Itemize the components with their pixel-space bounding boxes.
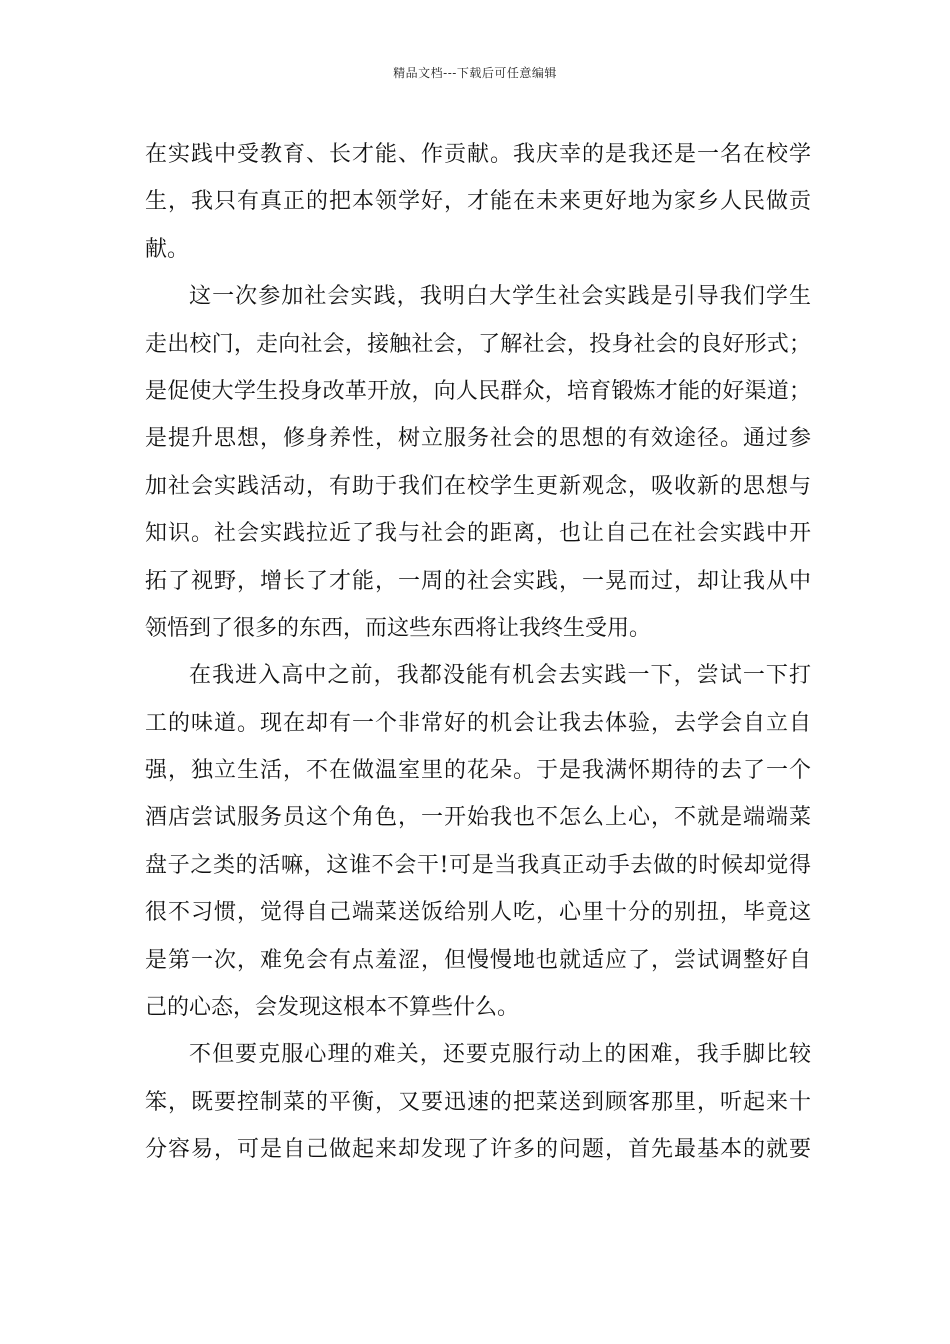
text-line: 分容易，可是自己做起来却发现了许多的问题，首先最基本的就要 (145, 1137, 811, 1163)
text-line: 工的味道。现在却有一个非常好的机会让我去体验，去学会自立自 (145, 710, 811, 736)
header-note: 精品文档---下载后可任意编辑 (393, 66, 557, 80)
text-line: 领悟到了很多的东西，而这些东西将让我终生受用。 (145, 615, 652, 641)
text-line: 酒店尝试服务员这个角色，一开始我也不怎么上心，不就是端端菜 (145, 805, 811, 831)
text-line: 献。 (145, 236, 190, 262)
paragraph-first-line: 在我进入高中之前，我都没能有机会去实践一下，尝试一下打 (189, 663, 811, 689)
body-text (145, 131, 811, 1174)
text-line: 盘子之类的活嘛，这谁不会干!可是当我真正动手去做的时候却觉得 (145, 852, 811, 878)
paragraph-first-line: 这一次参加社会实践，我明白大学生社会实践是引导我们学生 (189, 284, 811, 310)
text-line: 笨，既要控制菜的平衡，又要迅速的把菜送到顾客那里，听起来十 (145, 1089, 811, 1115)
text-line: 拓了视野，增长了才能，一周的社会实践，一晃而过，却让我从中 (145, 568, 811, 594)
text-line: 生，我只有真正的把本领学好，才能在未来更好地为家乡人民做贡 (145, 189, 811, 215)
text-line: 强，独立生活，不在做温室里的花朵。于是我满怀期待的去了一个 (145, 758, 811, 784)
paragraph-first-line: 不但要克服心理的难关，还要克服行动上的困难，我手脚比较 (189, 1042, 811, 1068)
text-line: 加社会实践活动，有助于我们在校学生更新观念，吸收新的思想与 (145, 473, 811, 499)
text-line: 是促使大学生投身改革开放，向人民群众，培育锻炼才能的好渠道； (145, 378, 811, 404)
text-line: 是第一次，难免会有点羞涩，但慢慢地也就适应了，尝试调整好自 (145, 947, 811, 973)
text-line: 知识。社会实践拉近了我与社会的距离，也让自己在社会实践中开 (145, 521, 811, 547)
text-line: 是提升思想，修身养性，树立服务社会的思想的有效途径。通过参 (145, 426, 811, 452)
text-line: 在实践中受教育、长才能、作贡献。我庆幸的是我还是一名在校学 (145, 142, 811, 167)
text-line: 己的心态，会发现这根本不算些什么。 (145, 995, 520, 1021)
text-line: 很不习惯，觉得自己端菜送饭给别人吃，心里十分的别扭，毕竟这 (145, 900, 811, 926)
text-line: 走出校门，走向社会，接触社会，了解社会，投身社会的良好形式； (145, 331, 811, 357)
